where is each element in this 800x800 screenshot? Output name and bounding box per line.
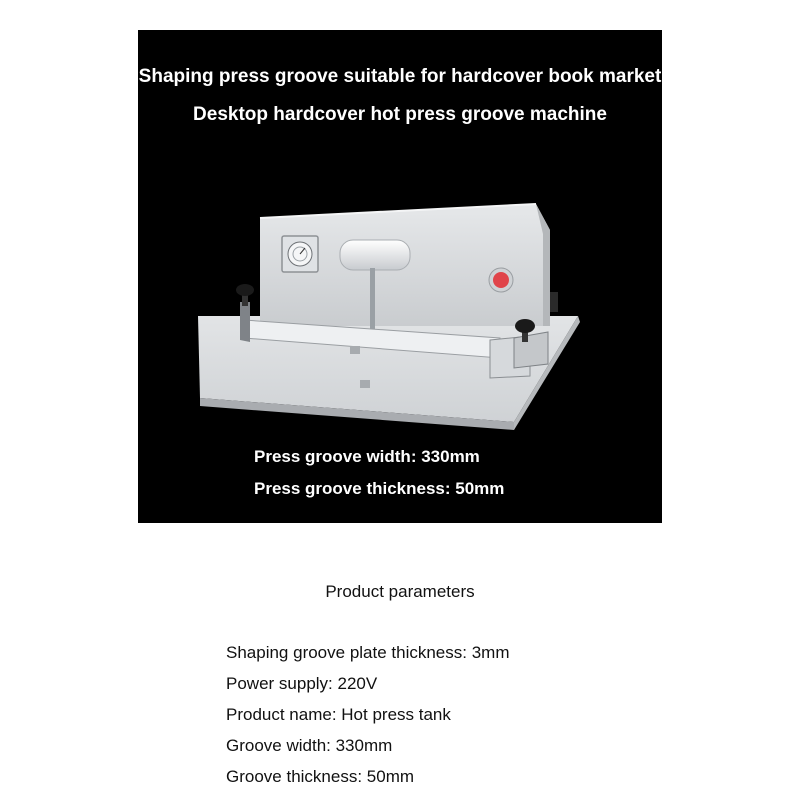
parameter-item: Groove thickness: 50mm — [226, 767, 415, 786]
left-adjust-knob — [236, 284, 254, 306]
product-banner — [138, 30, 662, 523]
parameter-item: Product name: Hot press tank — [226, 705, 451, 724]
banner-title-line2: Desktop hardcover hot press groove machine — [193, 104, 607, 125]
parameter-item: Shaping groove plate thickness: 3mm — [226, 643, 510, 662]
parameters-list — [226, 641, 510, 796]
side-fitting — [550, 292, 558, 312]
parameter-item: Groove width: 330mm — [226, 736, 393, 755]
spec-press-groove-width: Press groove width: 330mm — [254, 447, 480, 466]
banner-title-line1: Shaping press groove suitable for hardcover book market — [138, 66, 662, 87]
machine-photo — [138, 170, 662, 450]
parameter-item: Power supply: 220V — [226, 674, 378, 693]
power-indicator — [489, 268, 513, 292]
spec-press-groove-thickness: Press groove thickness: 50mm — [254, 479, 505, 498]
parameters-heading: Product parameters — [325, 582, 475, 601]
temperature-gauge — [282, 236, 318, 272]
